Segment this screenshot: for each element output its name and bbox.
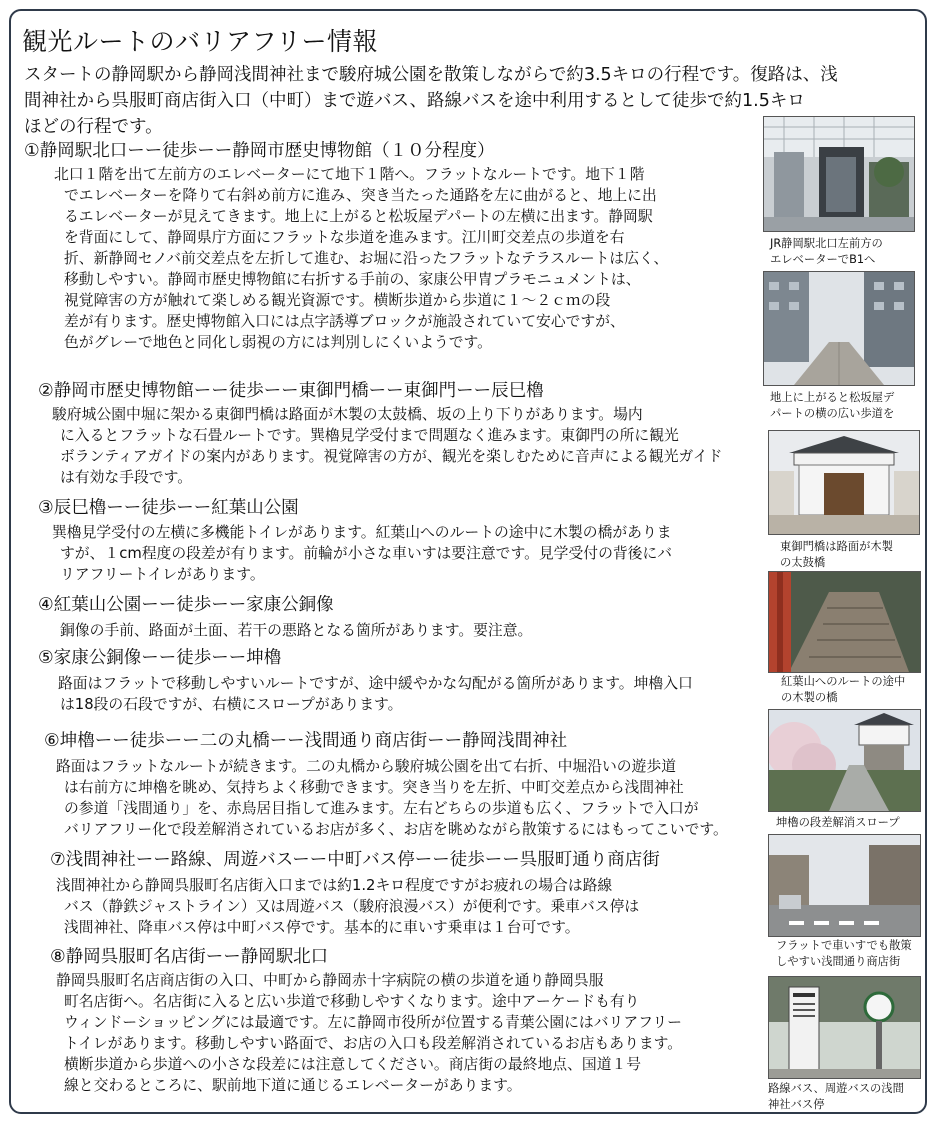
photo-station-elevator: [763, 116, 915, 232]
section-text: 路面はフラットなルートが続きます。二の丸橋から駿府城公園を出て右折、中堀沿いの遊歩道: [56, 758, 676, 775]
section-text: ウィンドーショッピングには最適です。左に静岡市役所が位置する青葉公園にはバリアフリー: [64, 1014, 682, 1031]
section-text: は18段の石段ですが、右横にスロープがあります。: [60, 696, 403, 713]
photo-caption: 地上に上がると松坂屋デ: [770, 391, 895, 404]
photo-caption: しやすい浅間通り商店街: [776, 955, 901, 968]
section-text: リアフリートイレがあります。: [60, 566, 265, 583]
intro-line: ほどの行程です。: [24, 117, 163, 137]
section-heading: ⑤家康公銅像ーー徒歩ーー坤櫓: [38, 648, 282, 668]
section-heading: ⑧静岡呉服町名店街ーー静岡駅北口: [50, 947, 329, 967]
intro-line: スタートの静岡駅から静岡浅間神社まで駿府城公園を散策しながらで約3.5キロの行程です。復路は、浅: [24, 65, 838, 85]
section-text: 巽櫓見学受付の左横に多機能トイレがあります。紅葉山へのルートの途中に木製の橋がありま: [52, 524, 672, 541]
section-text: 浅間神社、降車バス停は中町バス停です。基本的に車いす乗車は１台可です。: [64, 919, 580, 936]
section-heading: ⑥坤櫓ーー徒歩ーー二の丸橋ーー浅間通り商店街ーー静岡浅間神社: [44, 731, 568, 751]
section-text: すが、１cm程度の段差が有ります。前輪が小さな車いすは要注意です。見学受付の背後にバ: [60, 545, 673, 562]
photo-caption: エレベーターでB1へ: [770, 253, 876, 266]
section-text: 折、新静岡セノバ前交差点を左折して進む、お堀に沿ったフラットなテラスルートは広く、: [64, 250, 669, 267]
section-text: でエレベーターを降りて右斜め前方に進み、突き当たった通路を左に曲がると、地上に出: [64, 187, 657, 204]
section-text: 横断歩道から歩道への小さな段差には注意してください。商店街の最終地点、国道１号: [64, 1056, 642, 1073]
section-heading: ⑦浅間神社ーー路線、周遊バスーー中町バス停ーー徒歩ーー呉服町通り商店街: [50, 850, 660, 870]
photo-caption: JR静岡駅北口左前方の: [770, 237, 883, 250]
photo-caption: パートの横の広い歩道を: [770, 407, 895, 420]
photo-tower-slope: [768, 709, 921, 812]
intro-line: 間神社から呉服町商店街入口（中町）まで遊バス、路線バスを途中利用するとして徒歩で約1.5キロ: [24, 91, 805, 111]
photo-caption: 路線バス、周遊バスの浅間: [768, 1082, 904, 1095]
photo-caption: の太鼓橋: [780, 556, 826, 569]
section-text: は右前方に坤櫓を眺め、気持ちよく移動できます。突き当りを左折、中町交差点から浅間神社: [64, 779, 684, 796]
photo-caption: 紅葉山へのルートの途中: [781, 675, 906, 688]
photo-caption: フラットで車いすでも散策: [776, 939, 912, 952]
photo-wide-sidewalk: [763, 271, 915, 386]
section-text: 銅像の手前、路面が土面、若干の悪路となる箇所があります。要注意。: [60, 622, 533, 639]
section-text: 町名店街へ。名店街に入ると広い歩道で移動しやすくなります。途中アーケードも有り: [64, 993, 640, 1010]
page-title: 観光ルートのバリアフリー情報: [22, 27, 379, 56]
section-text: 移動しやすい。静岡市歴史博物館に右折する手前の、家康公甲冑プラモニュメントは、: [64, 271, 641, 288]
section-text: ボランティアガイドの案内があります。視覚障害の方が、観光を楽しむために音声による観光ガイド: [60, 448, 723, 465]
section-text: 北口１階を出て左前方のエレベーターにて地下１階へ。フラットなルートです。地下１階: [54, 166, 645, 183]
photo-caption: 神社バス停: [768, 1098, 825, 1111]
section-text: 駿府城公園中堀に架かる東御門橋は路面が木製の太鼓橋、坂の上り下りがあります。場内: [52, 406, 643, 423]
section-heading: ④紅葉山公園ーー徒歩ーー家康公銅像: [38, 595, 334, 615]
section-text: は有効な手段です。: [60, 469, 192, 486]
section-text: 線と交わるところに、駅前地下道に通じるエレベーターがあります。: [64, 1077, 522, 1094]
section-text: バリアフリー化で段差解消されているお店が多く、お店を眺めながら散策するにはもってこいです。: [64, 821, 728, 838]
section-text: の参道「浅間通り」を、赤鳥居目指して進みます。左右どちらの歩道も広く、フラットで入口が: [64, 800, 699, 817]
section-text: を背面にして、静岡県庁方面にフラットな歩道を進みます。江川町交差点の歩道を右: [64, 229, 625, 246]
section-text: バス（静鉄ジャストライン）又は周遊バス（駿府浪漫バス）が便利です。乗車バス停は: [64, 898, 640, 915]
section-heading: ②静岡市歴史博物館ーー徒歩ーー東御門橋ーー東御門ーー辰巳櫓: [38, 381, 544, 401]
photo-caption: の木製の橋: [781, 691, 838, 704]
section-text: 路面はフラットで移動しやすいルートですが、途中緩やかな勾配がる箇所があります。坤櫓入口: [58, 675, 693, 692]
photo-wooden-bridge: [768, 571, 921, 673]
section-heading: ①静岡駅北口ーー徒歩ーー静岡市歴史博物館（１０分程度）: [24, 141, 495, 161]
photo-caption: 東御門橋は路面が木製: [780, 540, 893, 553]
section-text: 視覚障害の方が触れて楽しめる観光資源です。横断歩道から歩道に１～２ｃｍの段: [64, 292, 611, 309]
section-text: 浅間神社から静岡呉服町名店街入口までは約1.2キロ程度ですがお疲れの場合は路線: [56, 877, 613, 894]
photo-shopping-street: [768, 834, 921, 937]
photo-bus-stop: [768, 976, 921, 1079]
section-text: 静岡呉服町名店商店街の入口、中町から静岡赤十字病院の横の歩道を通り静岡呉服: [56, 972, 604, 989]
photo-caption: 坤櫓の段差解消スロープ: [776, 816, 900, 829]
section-heading: ③辰巳櫓ーー徒歩ーー紅葉山公園: [38, 498, 299, 518]
section-text: に入るとフラットな石畳ルートです。巽櫓見学受付まで問題なく進みます。東御門の所に観光: [60, 427, 679, 444]
section-text: 色がグレーで地色と同化し弱視の方には判別しにくいようです。: [64, 334, 492, 351]
section-text: トイレがあります。移動しやすい路面で、お店の入口も段差解消されているお店もあります。: [64, 1035, 683, 1052]
section-text: るエレベーターが見えてきます。地上に上がると松坂屋デパートの左横に出ます。静岡駅: [64, 208, 653, 225]
section-text: 差が有ります。歴史博物館入口には点字誘導ブロックが施設されていて安心ですが、: [64, 313, 625, 330]
photo-east-gate-bridge: [768, 430, 920, 535]
